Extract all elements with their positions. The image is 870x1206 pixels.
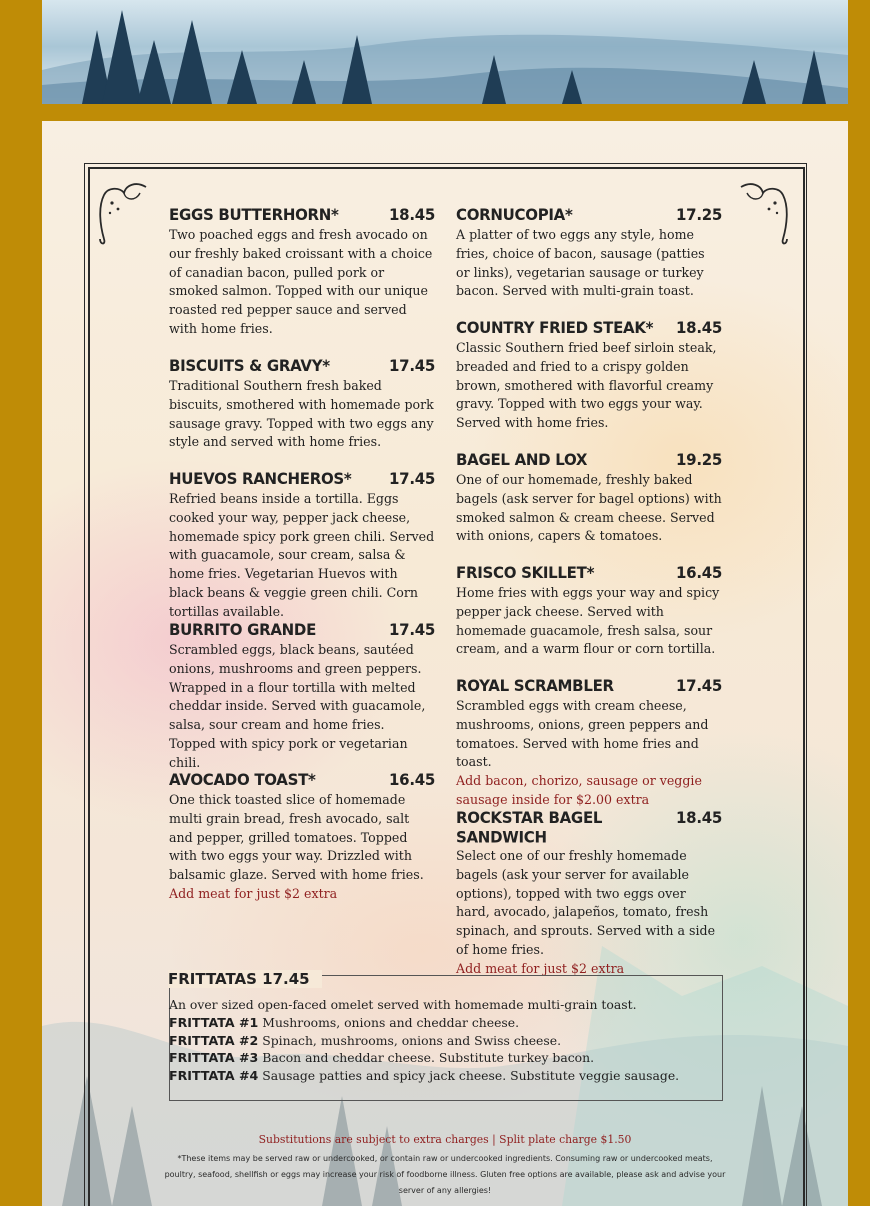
menu-item-cornucopia [456,205,722,301]
item-price: 18.45 [389,205,435,225]
menu-page [42,121,848,1206]
frittata-text: Sausage patties and spicy jack cheese. Substitute veggie sausage. [262,1068,680,1084]
food-safety-disclaimer: *These items may be served raw or undercooked, or contain raw or undercooked ingredients. Consuming raw or undercooked meats, poultry, seafood, shellfish or eggs may increase your risk of foodborne illness. Gluten free options are available, please ask and advise your server of any allergies! [164,1154,726,1195]
item-description: Classic Southern fried beef sirloin steak, breaded and fried to a crispy golden brown, smothered with flavorful creamy gravy. Topped with two eggs your way. Served with home fries. [456,340,717,431]
item-price: 17.45 [389,469,435,489]
item-description: Home fries with eggs your way and spicy pepper jack cheese. Served with homemade guacamole, fresh salsa, sour cream, and a warm flour or corn tortilla. [456,585,720,657]
item-price: 18.45 [676,808,722,828]
frittata-label: FRITTATA #4 [169,1068,259,1084]
menu-item-burrito-grande [169,620,435,773]
item-name: BAGEL AND LOX [456,450,588,470]
item-description: Select one of our freshly homemade bagels (ask your server for available options), topped with two eggs over hard, avocado, jalapeños, tomato, fresh spinach, and sprouts. Served with a side of home fries. [456,848,716,957]
substitutions-note: Substitutions are subject to extra charges | Split plate charge $1.50 [258,1133,632,1146]
item-description: Two poached eggs and fresh avocado on our freshly baked croissant with a choice of canadian bacon, pulled pork or smoked salmon. Topped with our unique roasted red pepper sauce and served with home fries. [169,227,433,336]
menu-item-rockstar-bagel-sandwich [456,808,722,979]
item-price: 17.45 [389,356,435,376]
item-description: One thick toasted slice of homemade multi grain bread, fresh avocado, salt and pepper, grilled tomatoes. Topped with two eggs your way. Drizzled with balsamic glaze. Served with home fries. [169,792,424,883]
item-description: One of our homemade, freshly baked bagels (ask server for bagel options) with smoked salmon & cream cheese. Served with onions, capers & tomatoes. [456,472,722,544]
item-name: BURRITO GRANDE [169,620,317,640]
item-name: BISCUITS & GRAVY* [169,356,330,376]
frittata-item [169,1049,729,1067]
frittata-label: FRITTATA #3 [169,1050,259,1066]
item-name: COUNTRY FRIED STEAK* [456,318,654,338]
frittata-label: FRITTATA #1 [169,1014,259,1030]
menu-item-royal-scrambler [456,676,722,810]
frittatas-list [169,996,729,1085]
item-name: FRISCO SKILLET* [456,563,595,583]
item-price: 19.25 [676,450,722,470]
item-name: HUEVOS RANCHEROS* [169,469,352,489]
frittatas-title: FRITTATAS 17.45 [168,970,322,988]
item-description: A platter of two eggs any style, home fries, choice of bacon, sausage (patties or links), vegetarian sausage or turkey bacon. Served with multi-grain toast. [456,227,705,299]
item-price: 18.45 [676,318,722,338]
item-name: ROYAL SCRAMBLER [456,676,614,696]
frittatas-intro: An over sized open-faced omelet served with homemade multi-grain toast. [169,997,637,1012]
right-swirl-ornament [735,181,791,247]
frittata-text: Spinach, mushrooms, onions and Swiss cheese. [262,1032,562,1048]
item-price: 17.45 [389,620,435,640]
top-watercolor-banner [42,0,848,104]
menu-item-bagel-and-lox [456,450,722,546]
menu-item-biscuits-gravy [169,356,435,452]
frittata-text: Mushrooms, onions and cheddar cheese. [262,1014,520,1030]
item-name: ROCKSTAR BAGEL SANDWICH [456,808,603,847]
menu-item-eggs-butterhorn [169,205,435,339]
item-add-on: Add meat for just $2 extra [169,885,338,901]
item-description: Scrambled eggs with cream cheese, mushrooms, onions, green peppers and tomatoes. Served with home fries and toast. [456,698,709,770]
item-add-on: Add meat for just $2 extra [456,960,625,976]
item-description: Scrambled eggs, black beans, sautéed onions, mushrooms and green peppers. Wrapped in a flour tortilla with melted cheddar inside. Served with guacamole, salsa, sour cream and home fries. Topped with spicy pork or vegetarian chili. [169,642,426,770]
menu-item-country-fried-steak [456,318,722,433]
menu-item-huevos-rancheros [169,469,435,622]
menu-item-frisco-skillet [456,563,722,659]
frittata-item [169,1067,729,1085]
item-price: 17.45 [676,676,722,696]
item-price: 17.25 [676,205,722,225]
item-add-on: Add bacon, chorizo, sausage or veggie sausage inside for $2.00 extra [456,773,702,807]
left-swirl-ornament [96,181,152,247]
item-price: 16.45 [389,770,435,790]
frittata-text: Bacon and cheddar cheese. Substitute turkey bacon. [262,1050,595,1066]
frittata-label: FRITTATA #2 [169,1032,259,1048]
frittata-item [169,1032,729,1050]
item-description: Refried beans inside a tortilla. Eggs cooked your way, pepper jack cheese, homemade spicy pork green chili. Served with guacamole, sour cream, salsa & home fries. Vegetarian Huevos with black beans & veggie green chili. Corn tortillas available. [169,491,435,619]
item-price: 16.45 [676,563,722,583]
menu-item-avocado-toast [169,770,435,904]
item-name: AVOCADO TOAST* [169,770,316,790]
frittatas-heading [168,969,336,988]
item-name: CORNUCOPIA* [456,205,573,225]
item-description: Traditional Southern fresh baked biscuits, smothered with homemade pork sausage gravy. Topped with two eggs any style and served with home fries. [169,378,434,450]
item-name: EGGS BUTTERHORN* [169,205,339,225]
forest-illustration [42,0,848,104]
frittata-item [169,1014,729,1032]
